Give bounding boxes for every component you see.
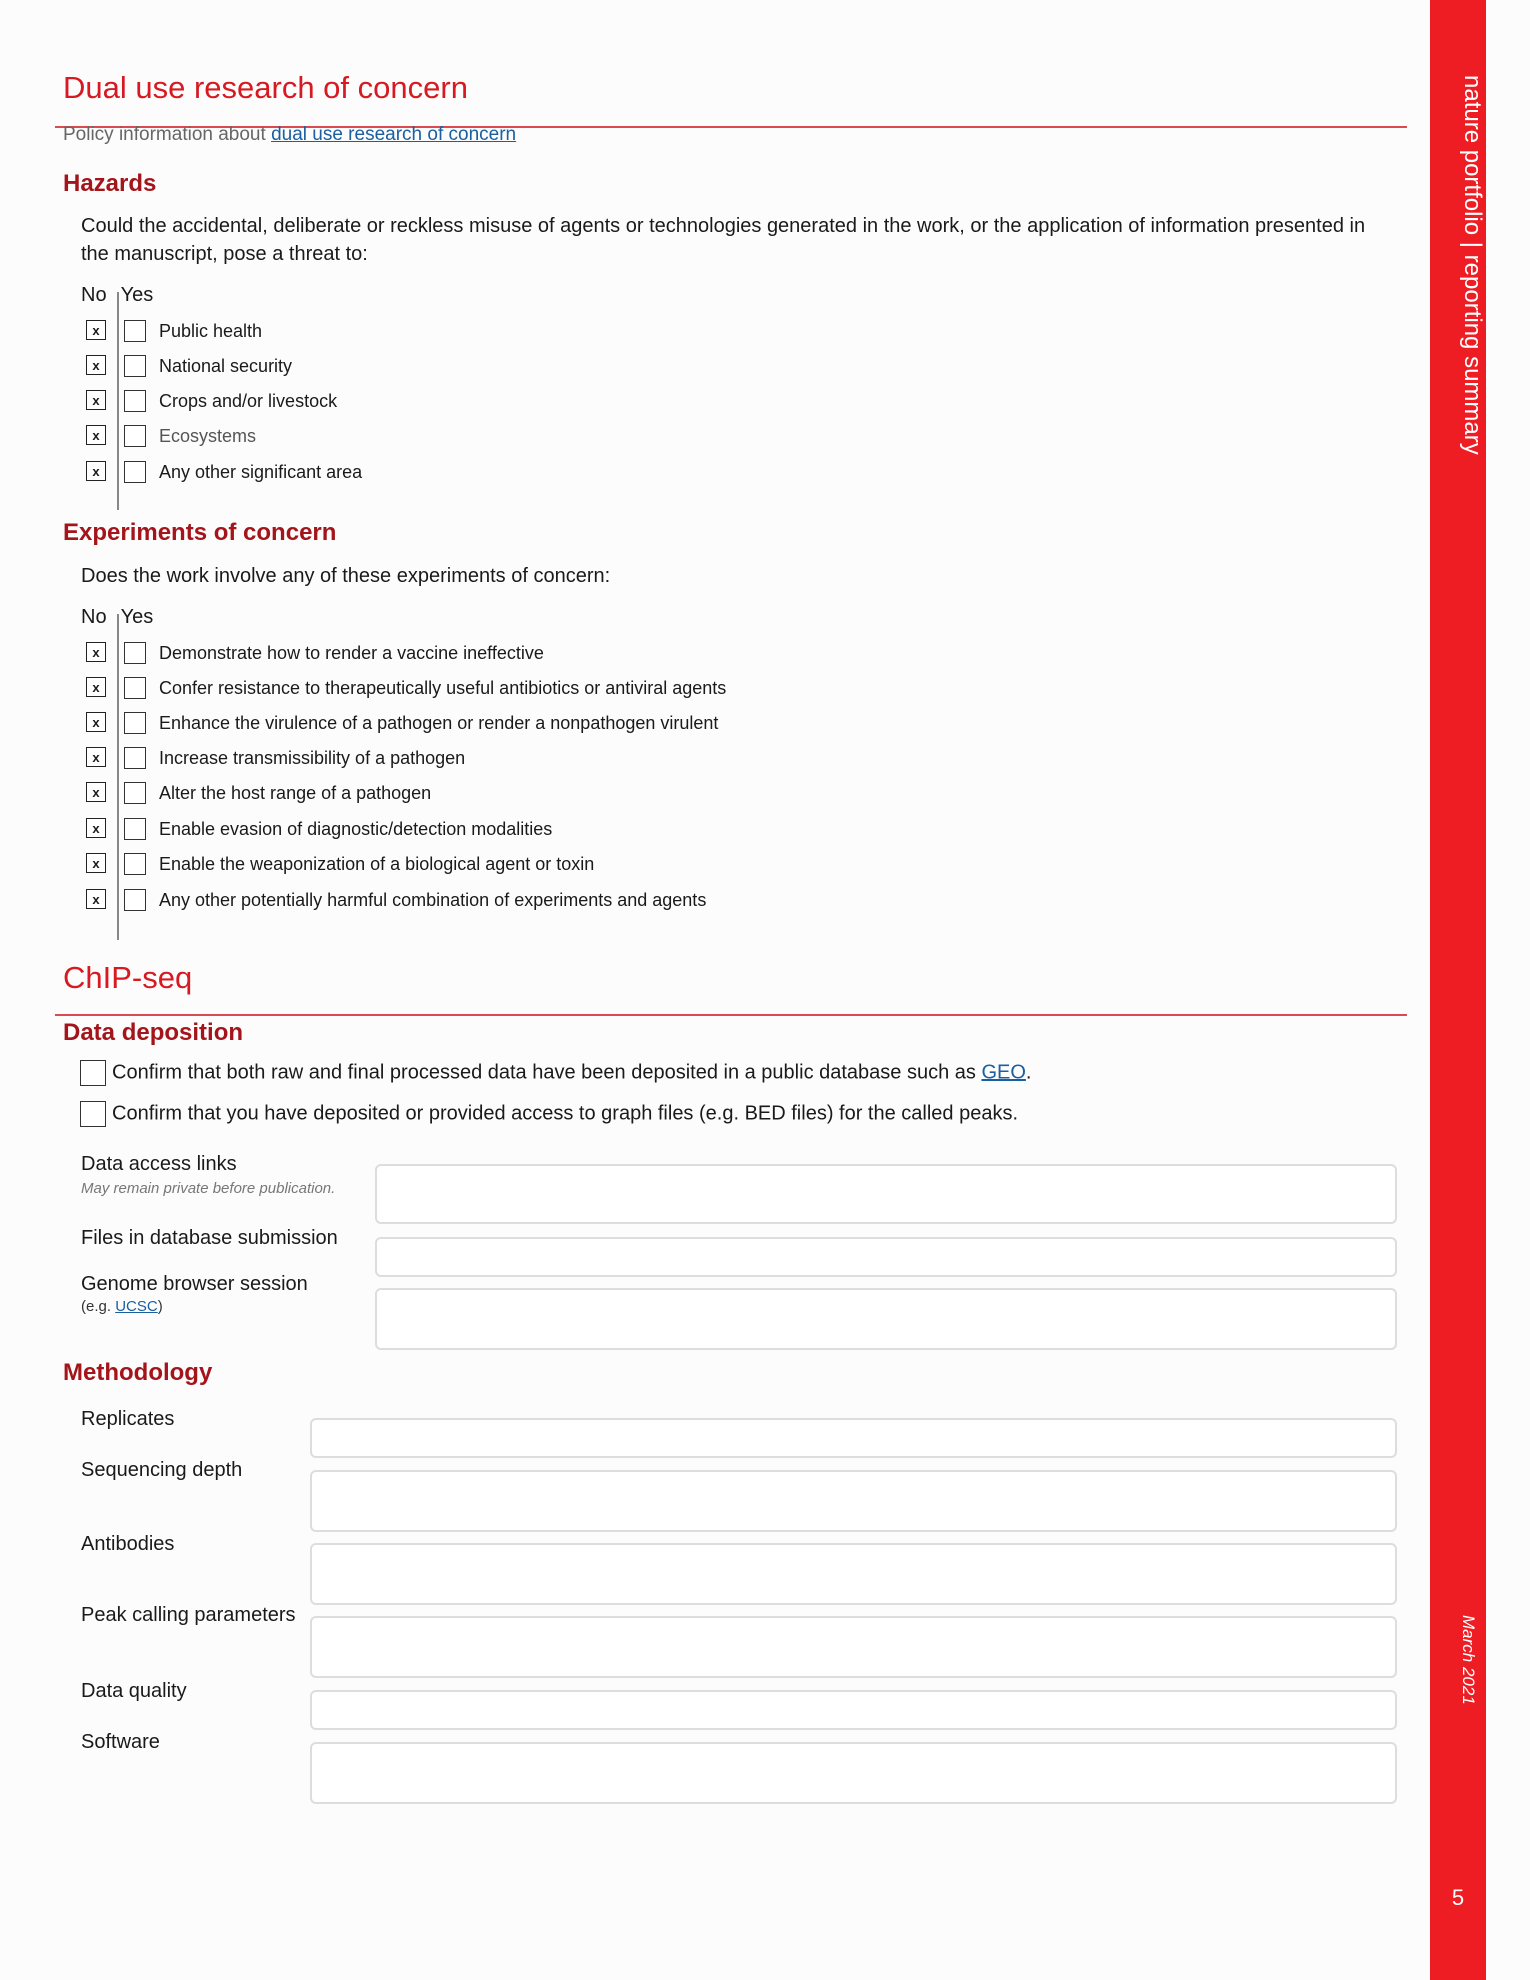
no-checkbox[interactable]: x [86, 461, 106, 481]
data-deposition-title: Data deposition [63, 1019, 244, 1046]
data-quality-label: Data quality [81, 1680, 187, 1702]
no-checkbox[interactable]: x [86, 782, 106, 802]
experiment-label: Demonstrate how to render a vaccine ineffective [159, 643, 544, 663]
experiment-label: Enable evasion of diagnostic/detection modalities [159, 819, 553, 839]
policy-prefix: Policy information about [63, 124, 272, 145]
hazard-label: National security [159, 356, 293, 376]
hazard-label: Any other significant area [159, 462, 363, 482]
section-rule [55, 1014, 1407, 1016]
no-checkbox[interactable]: x [86, 642, 106, 662]
experiment-label: Enable the weaponization of a biological agent or toxin [159, 854, 595, 874]
experiment-label: Any other potentially harmful combination of experiments and agents [159, 890, 707, 910]
no-checkbox[interactable]: x [86, 747, 106, 767]
geo-link[interactable]: GEO [981, 1061, 1026, 1084]
peak-calling-field[interactable] [310, 1616, 1397, 1678]
dual-use-policy-link[interactable]: dual use research of concern [271, 124, 517, 145]
no-label: No [81, 606, 107, 628]
no-checkbox[interactable]: x [86, 677, 106, 697]
policy-line [63, 124, 516, 146]
confirm-graph-files-text: Confirm that you have deposited or provided access to graph files (e.g. BED files) for the called peaks. [112, 1102, 1019, 1125]
experiment-label: Confer resistance to therapeutically useful antibiotics or antiviral agents [159, 678, 727, 698]
no-checkbox[interactable]: x [86, 712, 106, 732]
yes-checkbox[interactable] [124, 355, 146, 377]
hazard-label: Crops and/or livestock [159, 391, 338, 411]
ucsc-link[interactable]: UCSC [115, 1298, 158, 1315]
yes-checkbox[interactable] [124, 853, 146, 875]
data-quality-field[interactable] [310, 1690, 1397, 1730]
column-divider [117, 614, 119, 940]
data-access-links-label: Data access links [81, 1153, 237, 1175]
column-divider [117, 292, 119, 510]
no-checkbox[interactable]: x [86, 818, 106, 838]
no-checkbox[interactable]: x [86, 320, 106, 340]
yes-checkbox[interactable] [124, 390, 146, 412]
genome-browser-note [81, 1298, 163, 1315]
experiment-label: Alter the host range of a pathogen [159, 783, 432, 803]
yes-checkbox[interactable] [124, 320, 146, 342]
experiment-label: Enhance the virulence of a pathogen or render a nonpathogen virulent [159, 713, 719, 733]
yes-checkbox[interactable] [124, 461, 146, 483]
yes-label: Yes [120, 284, 154, 306]
yes-label: Yes [120, 606, 154, 628]
software-field[interactable] [310, 1742, 1397, 1804]
genome-browser-label: Genome browser session [81, 1273, 308, 1295]
confirm-geo-row [80, 1060, 1031, 1086]
yes-checkbox[interactable] [124, 642, 146, 664]
confirm-geo-checkbox[interactable] [80, 1060, 106, 1086]
yes-checkbox[interactable] [124, 677, 146, 699]
experiment-label: Increase transmissibility of a pathogen [159, 748, 466, 768]
yes-checkbox[interactable] [124, 889, 146, 911]
data-access-note: May remain private before publication. [81, 1180, 336, 1197]
methodology-title: Methodology [63, 1359, 213, 1386]
genome-note-prefix: (e.g. [81, 1298, 116, 1315]
dual-use-title: Dual use research of concern [63, 70, 468, 105]
experiments-title: Experiments of concern [63, 519, 337, 546]
chipseq-title: ChIP-seq [63, 960, 193, 995]
no-checkbox[interactable]: x [86, 390, 106, 410]
hazards-question: Could the accidental, deliberate or reckless misuse of agents or technologies generated in the work, or the application of information presented in the manuscript, pose a threat to: [81, 215, 1366, 265]
yes-checkbox[interactable] [124, 818, 146, 840]
yes-checkbox[interactable] [124, 712, 146, 734]
sequencing-depth-label: Sequencing depth [81, 1459, 243, 1481]
confirm-graph-files-row [80, 1101, 1018, 1127]
hazard-label: Public health [159, 321, 263, 341]
hazards-title: Hazards [63, 170, 157, 197]
confirm-geo-end: . [1025, 1061, 1032, 1084]
software-label: Software [81, 1731, 160, 1753]
files-in-db-field[interactable] [375, 1237, 1397, 1277]
no-checkbox[interactable]: x [86, 853, 106, 873]
confirm-geo-text: Confirm that both raw and final processed data have been deposited in a public database such as [112, 1061, 982, 1084]
page-number: 5 [1451, 1885, 1465, 1910]
hazard-label: Ecosystems [159, 426, 257, 446]
data-access-links-field[interactable] [375, 1164, 1397, 1224]
no-label: No [81, 284, 107, 306]
no-checkbox[interactable]: x [86, 425, 106, 445]
antibodies-label: Antibodies [81, 1533, 175, 1555]
no-checkbox[interactable]: x [86, 355, 106, 375]
peak-calling-label: Peak calling parameters [81, 1604, 296, 1626]
sidebar-brand: nature portfolio | reporting summary [1459, 75, 1486, 455]
sequencing-depth-field[interactable] [310, 1470, 1397, 1532]
genome-note-suffix: ) [157, 1298, 163, 1315]
replicates-field[interactable] [310, 1418, 1397, 1458]
replicates-label: Replicates [81, 1408, 175, 1430]
no-checkbox[interactable]: x [86, 889, 106, 909]
sidebar-date: March 2021 [1459, 1615, 1478, 1705]
yes-checkbox[interactable] [124, 782, 146, 804]
confirm-graph-files-checkbox[interactable] [80, 1101, 106, 1127]
genome-browser-field[interactable] [375, 1288, 1397, 1350]
antibodies-field[interactable] [310, 1543, 1397, 1605]
files-in-db-label: Files in database submission [81, 1227, 338, 1249]
experiments-question: Does the work involve any of these experiments of concern: [81, 565, 611, 587]
yes-checkbox[interactable] [124, 425, 146, 447]
yes-checkbox[interactable] [124, 747, 146, 769]
